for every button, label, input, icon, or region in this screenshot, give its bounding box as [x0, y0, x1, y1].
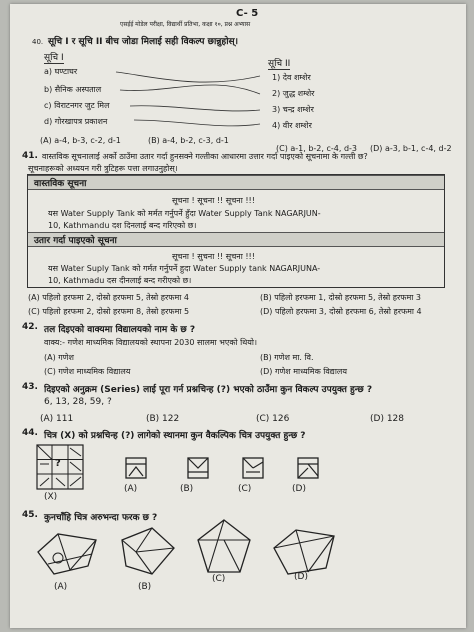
q45-label-b: (B) — [138, 582, 152, 592]
q41-box-text1a: यस Water Supply Tank को मर्मत गर्नुपर्ने हुँदा Water Supply Tank NAGARJUN- — [48, 209, 321, 218]
q40-option-c[interactable]: (C) a-1, b-2, c-4, d-3 — [276, 144, 357, 153]
q41-line2: सूचनाहरूको अध्ययन गरी त्रुटिहरू पत्ता लगाउनुहोस्। — [28, 164, 178, 173]
q44-figure-a[interactable] — [124, 456, 148, 480]
q42-option-c[interactable]: (C) गणेश माध्यमिक विद्यालय — [44, 367, 131, 376]
q42-sentence: वाक्य:- गणेश माध्यमिक विद्यालयको स्थापना 2030 सालमा भएको थियो। — [44, 338, 258, 347]
q42-number: 42. — [22, 322, 38, 332]
q41-box-text1b: 10, Kathmandu दश दिनलाई बन्द गरिएको छ। — [48, 221, 197, 230]
q40-col1-item: d) गोरखापत्र प्रकाशन — [44, 117, 108, 126]
q45-figure-d[interactable] — [272, 528, 338, 576]
q40-match-scribbles — [110, 64, 270, 134]
q44-figure-c[interactable] — [241, 456, 265, 480]
q41-notice-box — [27, 174, 445, 288]
q41-line1: वास्तविक सूचनालाई अर्को ठाउँमा उतार गर्दा हुनसक्ने गल्तीका आधारमा उत्तार गर्दा पाइएको सूचनामा के गल्ती छ? — [42, 152, 368, 161]
q41-option-a[interactable]: (A) पहिलो हरफमा 2, दोस्रो हरफमा 5, तेस्रो हरफमा 4 — [28, 293, 189, 302]
q40-col1-item: c) विराटनगर जुट मिल — [44, 101, 110, 110]
q42-option-b[interactable]: (B) गणेश मा. वि. — [260, 353, 314, 362]
q40-col2-title: सूचि II — [268, 56, 290, 70]
q44-figure-d[interactable] — [296, 456, 320, 480]
q40-col1-item: a) घण्टाघर — [44, 67, 78, 76]
q40-col2-item: 3) चन्द्र शम्शेर — [272, 105, 314, 114]
q44-label-a: (A) — [124, 484, 138, 494]
q40-col2-item: 1) देव शम्शेर — [272, 73, 311, 82]
q41-box-text2b: 10, Kathmadu दस दीनलाई बन्द गरीएको छ। — [48, 276, 192, 285]
q44-question-mark: ? — [55, 458, 61, 469]
q44-number: 44. — [22, 428, 38, 438]
q44-label-b: (B) — [180, 484, 194, 494]
q45-question: कुनचाँहि चित्र अरुभन्दा फरक छ ? — [44, 513, 158, 523]
q40-option-a[interactable]: (A) a-4, b-3, c-2, d-1 — [40, 136, 121, 145]
q40-number: 40. — [32, 38, 44, 46]
q42-question: तल दिइएको वाक्यमा विद्यालयको नाम के छ ? — [44, 325, 196, 335]
q45-label-c: (C) — [212, 574, 226, 584]
q43-option-d[interactable]: (D) 128 — [370, 414, 404, 424]
q45-label-d: (D) — [294, 572, 308, 582]
q44-question: चित्र (X) को प्रश्नचिन्ह (?) लागेको स्थानमा कुन वैकल्पिक चित्र उपयुक्त हुन्छ ? — [44, 431, 306, 441]
q40-col2-item: 2) जुद्ध शम्शेर — [272, 89, 315, 98]
exam-page — [10, 4, 466, 628]
q41-option-c[interactable]: (C) पहिलो हरफमा 2, दोस्रो हरफमा 8, तेस्रो हरफमा 5 — [28, 307, 190, 316]
q41-box-notice2: सूचना ! सुचना !! सूचना !!! — [172, 252, 255, 261]
q41-option-d[interactable]: (D) पहिलो हरफमा 3, दोस्रो हरफमा 6, तेस्रो हरफमा 4 — [260, 307, 422, 316]
q44-figure-b[interactable] — [186, 456, 210, 480]
q45-figure-b[interactable] — [118, 526, 178, 578]
q43-option-b[interactable]: (B) 122 — [146, 414, 180, 424]
q40-col2-item: 4) वीर शम्शेर — [272, 121, 312, 130]
q40-col1-title: सूचि I — [44, 50, 64, 64]
q40-option-b[interactable]: (B) a-4, b-2, c-3, d-1 — [148, 136, 229, 145]
q42-option-d[interactable]: (D) गणेश माध्यमिक विद्यालय — [260, 367, 347, 376]
q40-col1-item: b) सैनिक अस्पताल — [44, 85, 102, 94]
page-code: C- 5 — [236, 8, 259, 19]
q41-box-notice1: सूचना ! सूचना !! सूचना !!! — [172, 196, 255, 205]
q44-label-x: (X) — [44, 492, 58, 502]
q43-number: 43. — [22, 382, 38, 392]
q42-option-a[interactable]: (A) गणेश — [44, 353, 74, 362]
q43-option-c[interactable]: (C) 126 — [256, 414, 290, 424]
q41-band-1 — [28, 175, 444, 190]
q41-number: 41. — [22, 151, 38, 161]
q43-question: दिइएको अनुक्रम (Series) लाई पूरा गर्न प्रश्नचिन्ह (?) भएको ठाउँमा कुन विकल्प उपयुक्त हुन्छ ? — [44, 385, 373, 395]
q41-option-b[interactable]: (B) पहिलो हरफमा 1, दोस्रो हरफमा 5, तेस्रो हरफमा 3 — [260, 293, 421, 302]
q40-question: सूचि I र सूचि II बीच जोडा मिलाई सही विकल्प छान्नुहोस्। — [48, 37, 239, 47]
q45-figure-c[interactable] — [194, 518, 254, 578]
q40-option-d[interactable]: (D) a-3, b-1, c-4, d-2 — [370, 144, 452, 153]
q45-figure-a[interactable] — [36, 528, 106, 578]
q45-label-a: (A) — [54, 582, 68, 592]
q44-label-d: (D) — [292, 484, 306, 494]
header-note: एसईई मोडेल परीक्षा, विद्यार्थी प्रतिभा, कक्षा १०, प्रश्न अभ्यास — [120, 21, 251, 28]
q44-label-c: (C) — [238, 484, 252, 494]
q41-box-title2: उतार गर्दा पाइएको सूचना — [34, 236, 117, 246]
q41-box-text2a: यस Water Suply Tank को गर्मत गर्नुपर्ने हुदा Water Supply tank NAGARJUNA- — [48, 264, 321, 273]
q41-box-title1: वास्तविक सूचना — [34, 179, 87, 189]
q45-number: 45. — [22, 510, 38, 520]
q43-series: 6, 13, 28, 59, ? — [44, 397, 112, 407]
q43-option-a[interactable]: (A) 111 — [40, 414, 74, 424]
